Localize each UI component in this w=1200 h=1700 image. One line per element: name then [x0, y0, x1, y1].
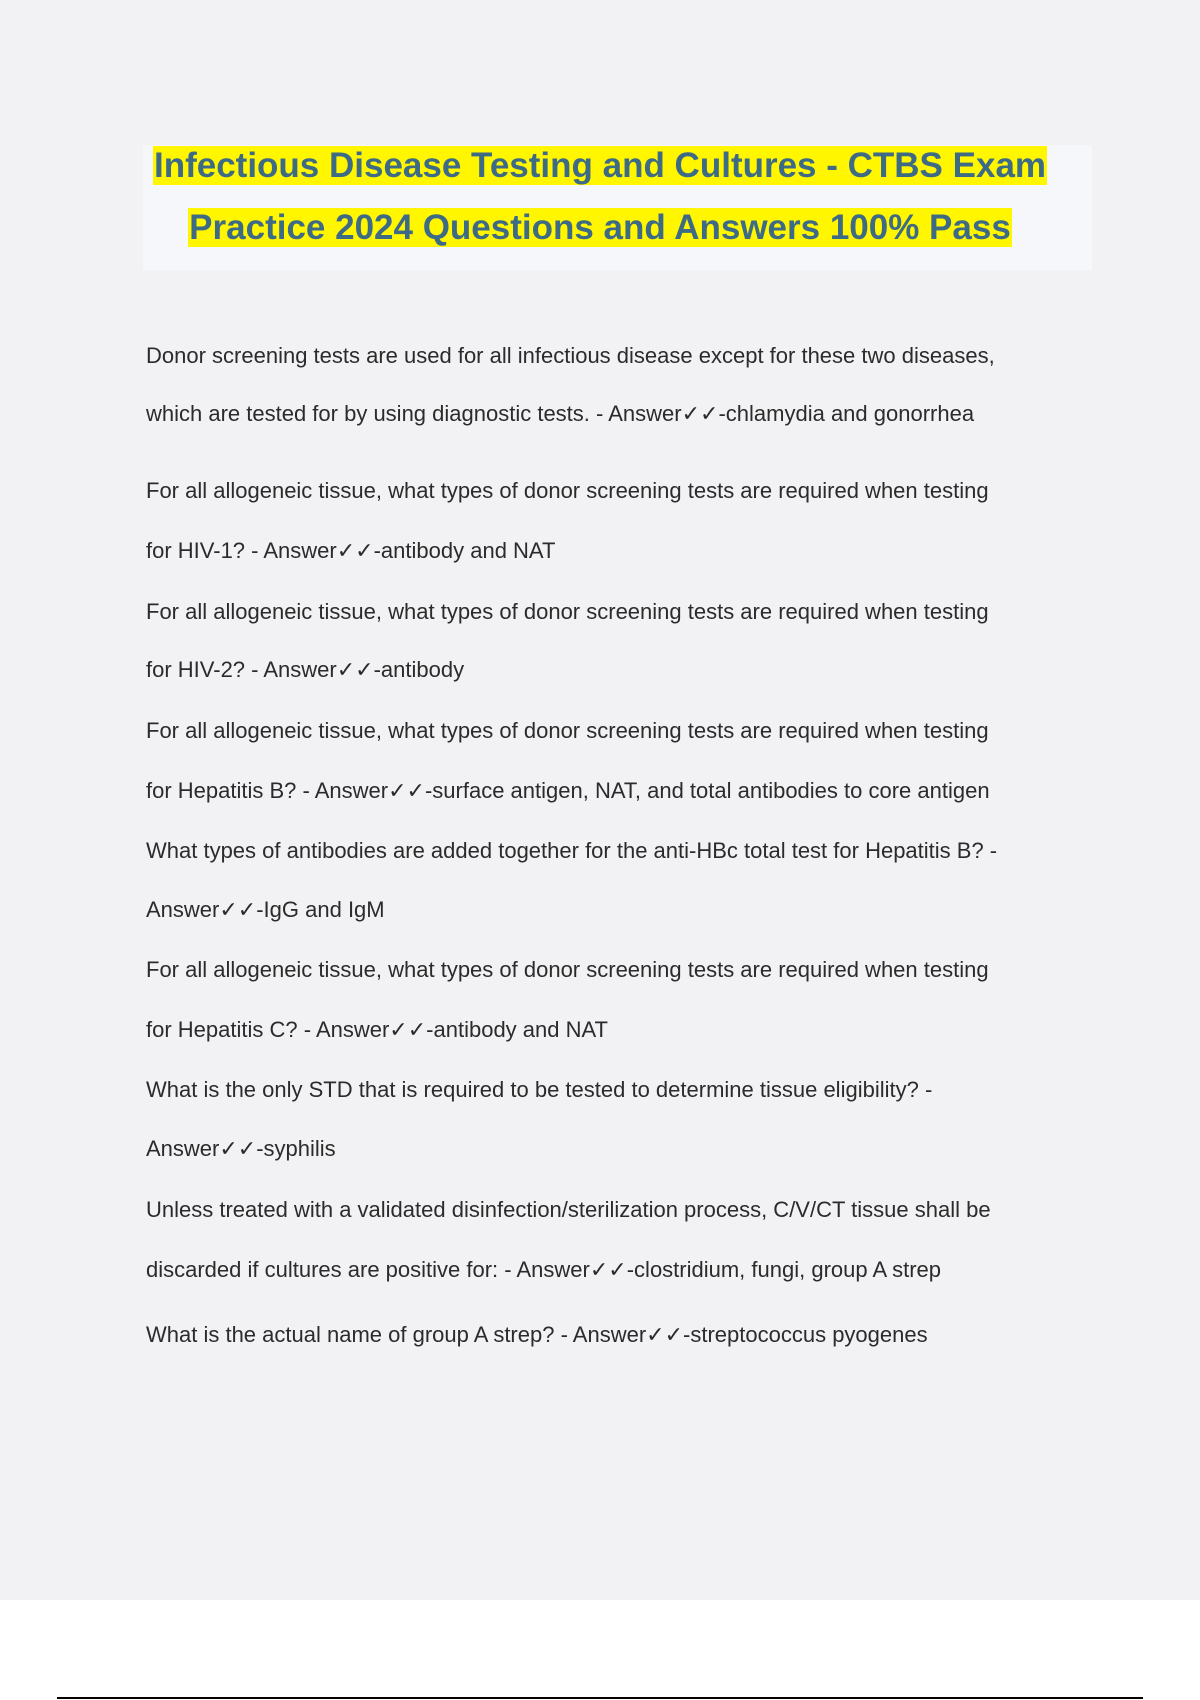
qa-line: discarded if cultures are positive for: - Answer✓✓-clostridium, fungi, group A strep: [146, 1257, 941, 1282]
qa-line: For all allogeneic tissue, what types of donor screening tests are required when testing: [146, 478, 989, 503]
qa-line: For all allogeneic tissue, what types of donor screening tests are required when testing: [146, 599, 989, 624]
document-title-line-2: [0, 205, 1200, 251]
qa-line: What types of antibodies are added together for the anti-HBc total test for Hepatitis B? -: [146, 838, 998, 863]
qa-line: Donor screening tests are used for all infectious disease except for these two diseases,: [146, 343, 995, 368]
qa-line: Answer✓✓-IgG and IgM: [146, 897, 385, 922]
document-title-line-1: [0, 143, 1200, 189]
qa-line: Unless treated with a validated disinfection/sterilization process, C/V/CT tissue shall be: [146, 1197, 991, 1222]
qa-line: for HIV-1? - Answer✓✓-antibody and NAT: [146, 538, 556, 563]
qa-line: for Hepatitis C? - Answer✓✓-antibody and NAT: [146, 1017, 608, 1042]
qa-line: What is the only STD that is required to be tested to determine tissue eligibility? -: [146, 1077, 933, 1102]
qa-line: For all allogeneic tissue, what types of donor screening tests are required when testing: [146, 718, 989, 743]
qa-line: For all allogeneic tissue, what types of donor screening tests are required when testing: [146, 957, 989, 982]
qa-line: for Hepatitis B? - Answer✓✓-surface antigen, NAT, and total antibodies to core antigen: [146, 778, 990, 803]
qa-line: which are tested for by using diagnostic tests. - Answer✓✓-chlamydia and gonorrhea: [146, 401, 975, 426]
qa-line: for HIV-2? - Answer✓✓-antibody: [146, 657, 465, 682]
title-highlight-2: Practice 2024 Questions and Answers 100% Pass: [189, 208, 1011, 247]
qa-line: Answer✓✓-syphilis: [146, 1136, 336, 1161]
title-highlight-1: Infectious Disease Testing and Cultures - CTBS Exam: [153, 146, 1047, 185]
qa-line: What is the actual name of group A strep? - Answer✓✓-streptococcus pyogenes: [146, 1322, 928, 1347]
footer-rule: [57, 1697, 1143, 1699]
